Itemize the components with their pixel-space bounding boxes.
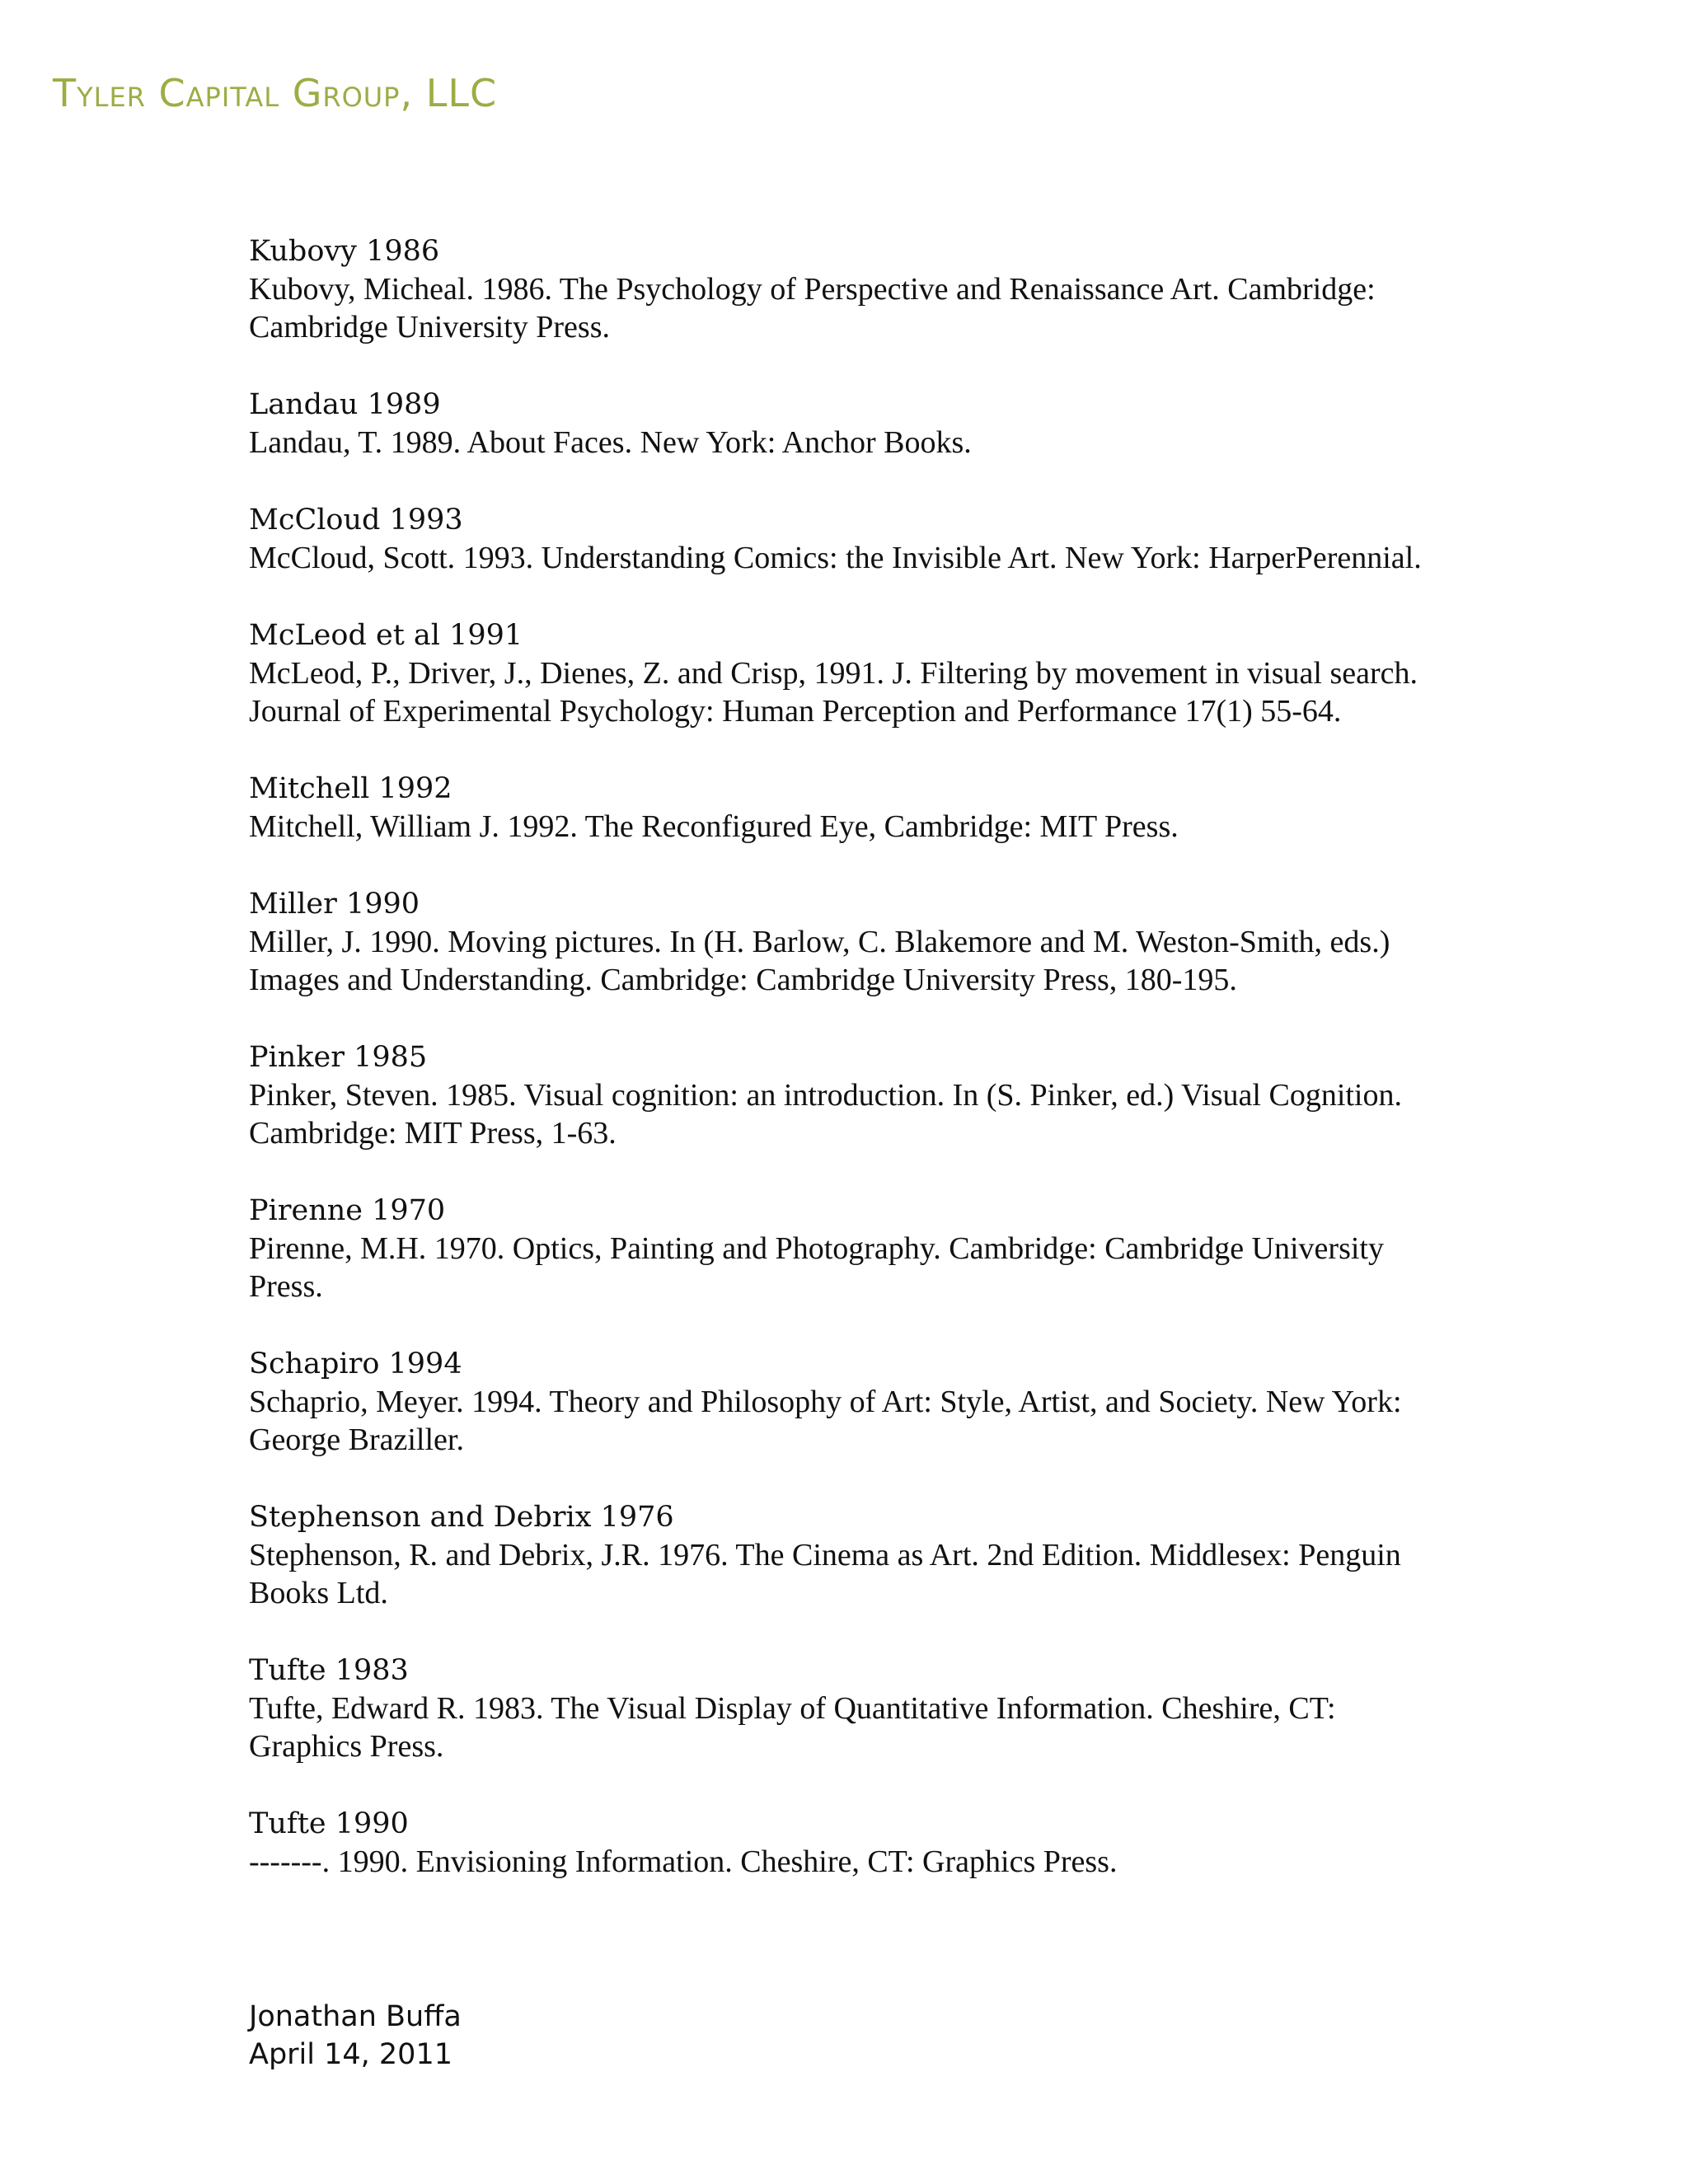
reference-citation: Landau, T. 1989. About Faces. New York: Anchor Books. bbox=[249, 425, 972, 460]
reference-entry bbox=[249, 386, 1452, 462]
reference-entry bbox=[249, 1192, 1452, 1305]
reference-citation: Tufte, Edward R. 1983. The Visual Display of Quantitative Information. Cheshire, CT: Graphics Press. bbox=[249, 1691, 1336, 1764]
company-letterhead: Tyler Capital Group, LLC bbox=[53, 71, 498, 115]
signature-date: April 14, 2011 bbox=[249, 2038, 452, 2071]
reference-entry bbox=[249, 501, 1452, 577]
signature-block bbox=[249, 1998, 462, 2074]
reference-key: McLeod et al 1991 bbox=[249, 619, 523, 652]
reference-entry bbox=[249, 1345, 1452, 1459]
reference-citation: McCloud, Scott. 1993. Understanding Comics: the Invisible Art. New York: HarperPerennial. bbox=[249, 541, 1422, 575]
reference-key: McCloud 1993 bbox=[249, 504, 463, 537]
reference-citation: Pirenne, M.H. 1970. Optics, Painting and Photography. Cambridge: Cambridge University Press. bbox=[249, 1231, 1384, 1304]
reference-key: Mitchell 1992 bbox=[249, 772, 452, 805]
reference-list bbox=[249, 232, 1452, 1920]
reference-key: Miller 1990 bbox=[249, 888, 420, 921]
reference-citation: -------. 1990. Envisioning Information. Cheshire, CT: Graphics Press. bbox=[249, 1844, 1118, 1879]
reference-key: Pinker 1985 bbox=[249, 1041, 428, 1074]
reference-key: Landau 1989 bbox=[249, 388, 441, 421]
reference-key: Tufte 1983 bbox=[249, 1654, 409, 1687]
reference-entry bbox=[249, 1805, 1452, 1881]
reference-citation: McLeod, P., Driver, J., Dienes, Z. and Crisp, 1991. J. Filtering by movement in visual search. Journal of Experimental Psychology: Human Perception and Performance 17(1) 55-64. bbox=[249, 656, 1418, 729]
reference-citation: Miller, J. 1990. Moving pictures. In (H. Barlow, C. Blakemore and M. Weston-Smith, eds.) Images and Understanding. Cambridge: Cambridge University Press, 180-195. bbox=[249, 925, 1390, 997]
reference-citation: Kubovy, Micheal. 1986. The Psychology of Perspective and Renaissance Art. Cambridge: Cambridge University Press. bbox=[249, 272, 1376, 344]
reference-entry bbox=[249, 1498, 1452, 1612]
reference-citation: Pinker, Steven. 1985. Visual cognition: an introduction. In (S. Pinker, ed.) Visual Cognition. Cambridge: MIT Press, 1-63. bbox=[249, 1078, 1402, 1151]
reference-entry bbox=[249, 885, 1452, 999]
reference-citation: Schaprio, Meyer. 1994. Theory and Philosophy of Art: Style, Artist, and Society. New York: George Braziller. bbox=[249, 1385, 1402, 1457]
reference-key: Kubovy 1986 bbox=[249, 235, 440, 268]
reference-entry bbox=[249, 232, 1452, 346]
reference-entry bbox=[249, 770, 1452, 846]
reference-entry bbox=[249, 1038, 1452, 1152]
author-name: Jonathan Buffa bbox=[249, 2000, 462, 2033]
reference-key: Stephenson and Debrix 1976 bbox=[249, 1501, 674, 1534]
reference-entry bbox=[249, 1652, 1452, 1765]
reference-citation: Mitchell, William J. 1992. The Reconfigured Eye, Cambridge: MIT Press. bbox=[249, 809, 1179, 844]
reference-citation: Stephenson, R. and Debrix, J.R. 1976. The Cinema as Art. 2nd Edition. Middlesex: Penguin Books Ltd. bbox=[249, 1538, 1401, 1610]
reference-key: Schapiro 1994 bbox=[249, 1347, 462, 1380]
reference-entry bbox=[249, 616, 1452, 730]
reference-key: Pirenne 1970 bbox=[249, 1194, 446, 1227]
reference-key: Tufte 1990 bbox=[249, 1807, 409, 1840]
